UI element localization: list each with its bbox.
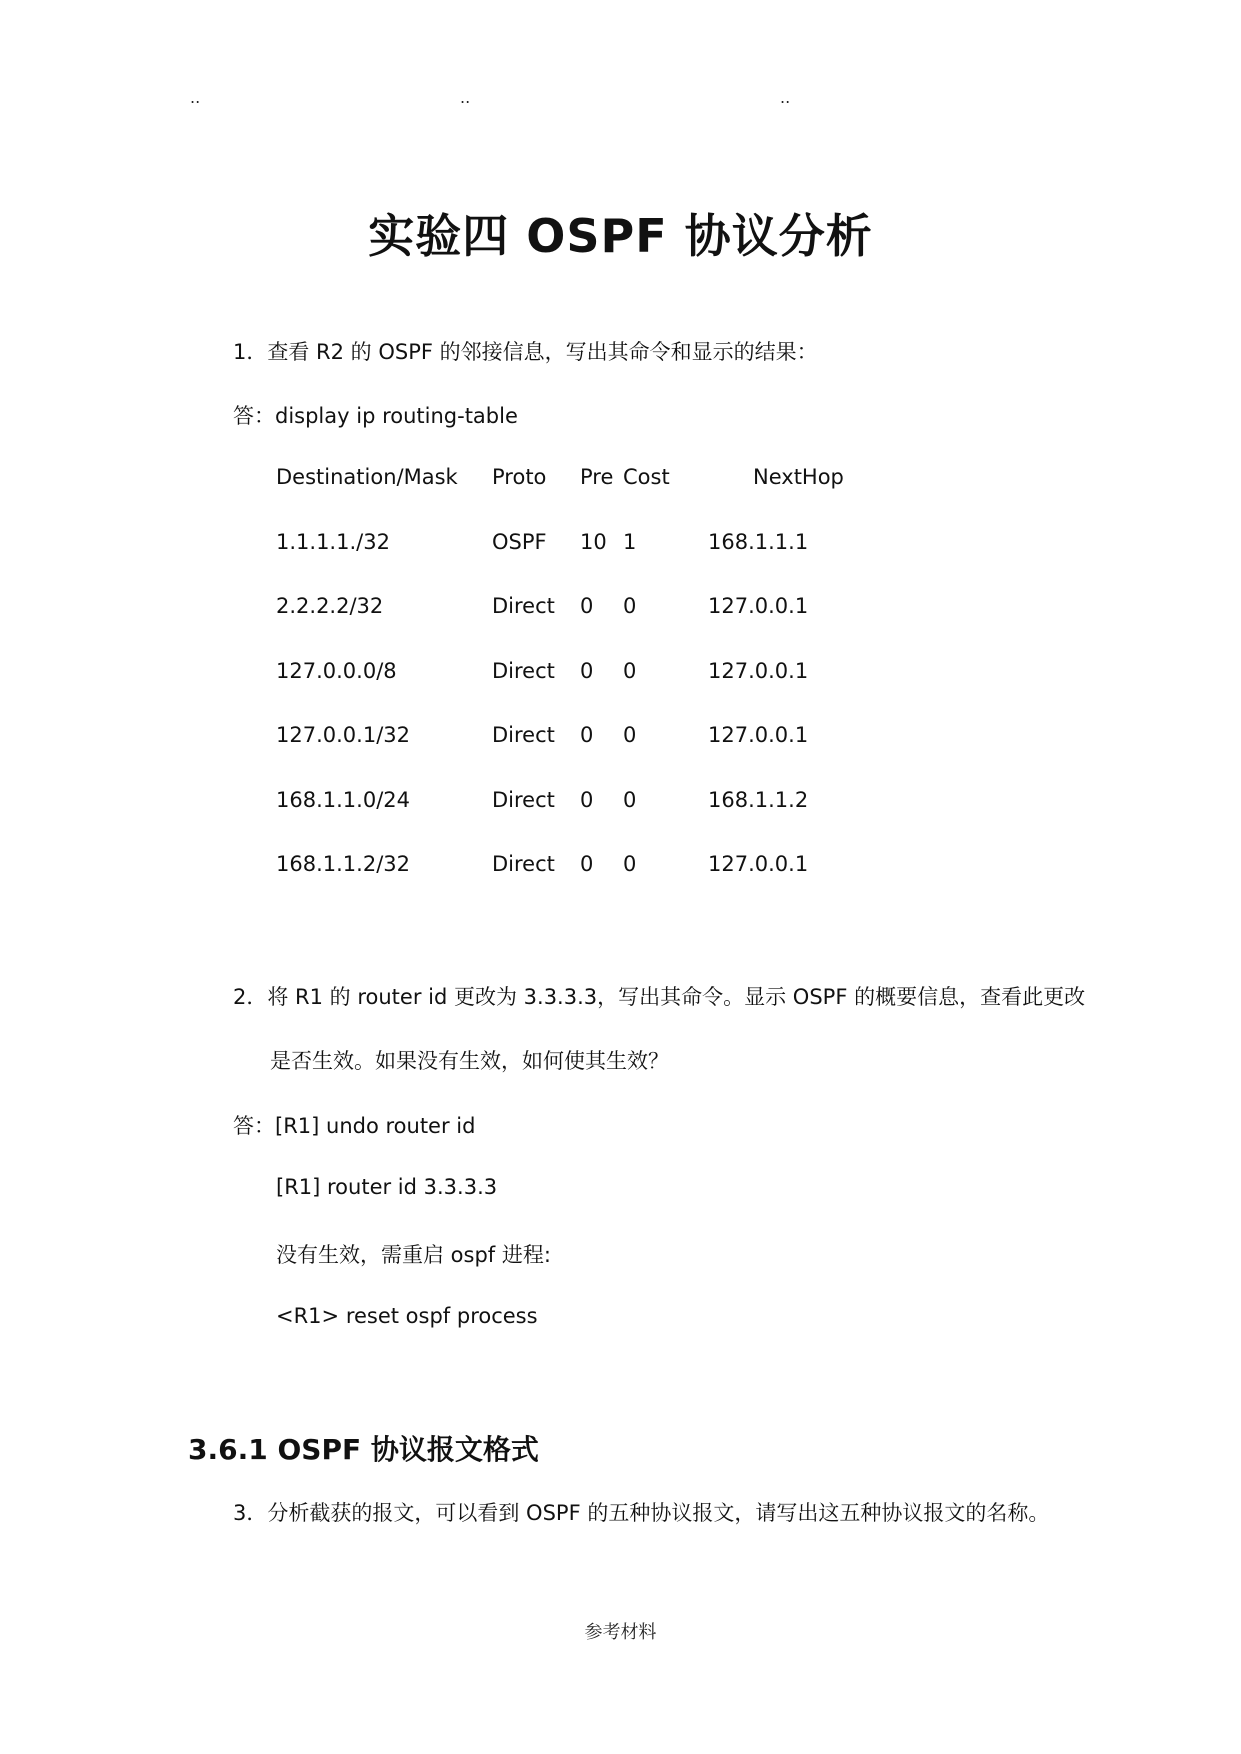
question-2-number: 2． <box>233 985 268 1009</box>
answer-2 <box>233 1110 475 1140</box>
cell-nexthop: 168.1.1.1 <box>708 530 809 554</box>
cell-proto: Direct <box>492 723 555 747</box>
cell-destination: 168.1.1.2/32 <box>276 852 410 876</box>
cell-cost: 1 <box>623 530 637 554</box>
cell-nexthop: 127.0.0.1 <box>708 723 809 747</box>
cell-destination: 2.2.2.2/32 <box>276 594 384 618</box>
cell-pre: 0 <box>580 594 594 618</box>
answer-2-line-1: [R1] undo router id <box>275 1114 476 1138</box>
cell-destination: 127.0.0.1/32 <box>276 723 410 747</box>
cell-proto: OSPF <box>492 530 547 554</box>
answer-1 <box>233 400 518 430</box>
answer-2-line-2: [R1] router id 3.3.3.3 <box>276 1175 498 1199</box>
col-cost: Cost <box>623 465 670 489</box>
cell-nexthop: 168.1.1.2 <box>708 788 809 812</box>
question-1-text: 查看 R2 的 OSPF 的邻接信息，写出其命令和显示的结果： <box>267 340 818 364</box>
section-heading: 3.6.1 OSPF 协议报文格式 <box>188 1433 539 1466</box>
cell-pre: 0 <box>580 723 594 747</box>
cell-proto: Direct <box>492 659 555 683</box>
answer-2-line-3: 没有生效，需重启 ospf 进程: <box>276 1243 551 1267</box>
cell-proto: Direct <box>492 594 555 618</box>
header-dots-left: .. <box>190 88 201 107</box>
question-2-line-1: 将 R1 的 router id 更改为 3.3.3.3，写出其命令。显示 OSPF 的概要信息，查看此更改 <box>267 985 1086 1009</box>
question-1 <box>233 336 818 366</box>
answer-2-label: 答： <box>233 1114 275 1138</box>
cell-pre: 0 <box>580 659 594 683</box>
col-nexthop: NextHop <box>753 465 844 489</box>
cell-destination: 127.0.0.0/8 <box>276 659 397 683</box>
answer-1-command: display ip routing-table <box>275 404 518 428</box>
question-3 <box>233 1497 1049 1527</box>
page-title: 实验四 OSPF 协议分析 <box>368 209 873 263</box>
cell-cost: 0 <box>623 659 637 683</box>
answer-1-label: 答： <box>233 404 275 428</box>
header-dots-center: .. <box>460 88 471 107</box>
cell-destination: 1.1.1.1./32 <box>276 530 390 554</box>
cell-cost: 0 <box>623 852 637 876</box>
cell-nexthop: 127.0.0.1 <box>708 852 809 876</box>
cell-nexthop: 127.0.0.1 <box>708 659 809 683</box>
cell-cost: 0 <box>623 594 637 618</box>
header-dots-right: .. <box>780 88 791 107</box>
cell-cost: 0 <box>623 723 637 747</box>
col-pre: Pre <box>580 465 614 489</box>
cell-pre: 10 <box>580 530 607 554</box>
question-3-number: 3． <box>233 1501 268 1525</box>
question-2-line-2: 是否生效。如果没有生效，如何使其生效？ <box>270 1049 669 1073</box>
col-proto: Proto <box>492 465 547 489</box>
question-3-text: 分析截获的报文，可以看到 OSPF 的五种协议报文，请写出这五种协议报文的名称。 <box>267 1501 1050 1525</box>
page-footer: 参考材料 <box>584 1622 657 1643</box>
question-1-number: 1． <box>233 340 268 364</box>
cell-cost: 0 <box>623 788 637 812</box>
answer-2-line-4: <R1> reset ospf process <box>276 1304 538 1328</box>
cell-proto: Direct <box>492 788 555 812</box>
cell-pre: 0 <box>580 852 594 876</box>
question-2 <box>233 981 1085 1011</box>
cell-pre: 0 <box>580 788 594 812</box>
col-destination: Destination/Mask <box>276 465 458 489</box>
cell-nexthop: 127.0.0.1 <box>708 594 809 618</box>
cell-destination: 168.1.1.0/24 <box>276 788 410 812</box>
cell-proto: Direct <box>492 852 555 876</box>
